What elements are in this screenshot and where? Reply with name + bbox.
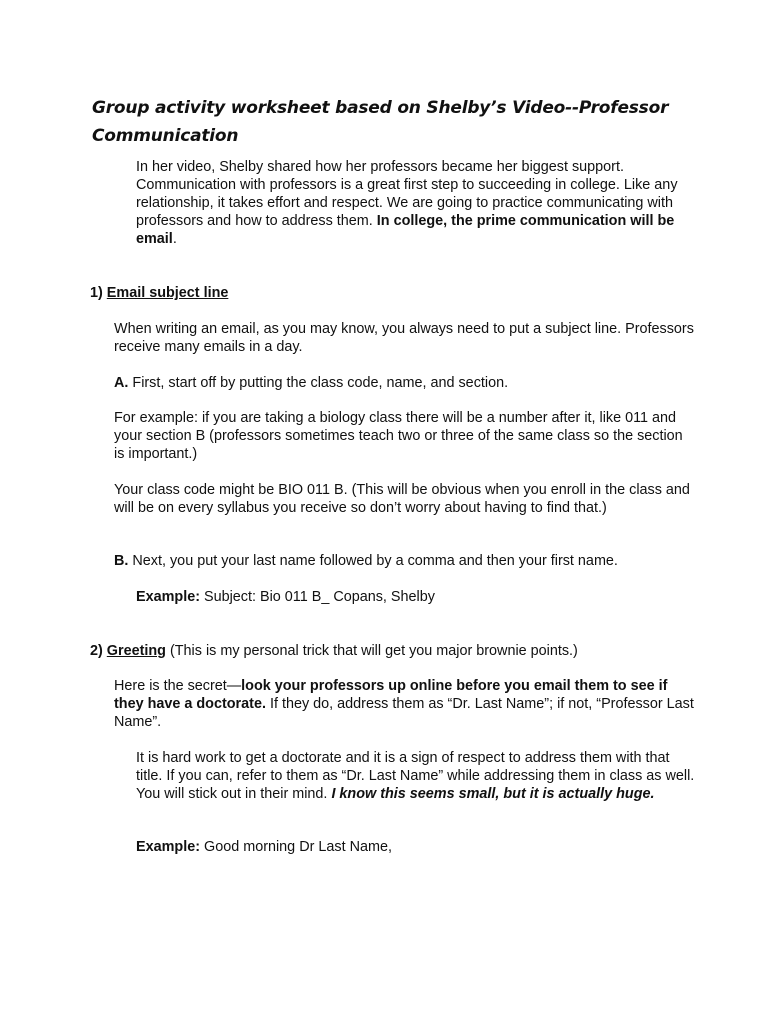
class-code-paragraph: Your class code might be BIO 011 B. (This will be obvious when you enroll in the class and will be on every syllabus you receive so don’t worry about having to find that.) <box>114 482 690 516</box>
greeting-example-paragraph <box>136 838 696 856</box>
subject-example-paragraph <box>136 588 696 606</box>
greeting-example-label: Example: <box>136 839 200 855</box>
section-1-title: Email subject line <box>106 285 229 301</box>
intro-text: In her video, Shelby shared how her professors became her biggest support. Communication with professors is a great first step to succeeding in college. Like any relationship, it takes effort and respect. We are going to practice communicating with professors and how to address them. <box>136 159 678 229</box>
section-1-intro-paragraph: When writing an email, as you may know, you always need to put a subject line. Professors receive many emails in a day. <box>114 321 694 355</box>
section-2-number: 2) <box>90 643 107 659</box>
greeting-secret-start: Here is the secret— <box>114 678 242 694</box>
doctorate-respect-emphasis: I know this seems small, but it is actually huge. <box>331 786 655 802</box>
section-2-title: Greeting <box>106 643 166 659</box>
step-a-paragraph <box>114 374 694 392</box>
page-title: Group activity worksheet based on Shelby’s Video--Professor Communication <box>92 98 669 146</box>
greeting-example-text: Good morning Dr Last Name, <box>200 839 392 855</box>
intro-paragraph <box>136 158 696 248</box>
step-a-label: A. <box>114 375 129 391</box>
step-b-label: B. <box>114 553 129 569</box>
section-2-note: (This is my personal trick that will get you major brownie points.) <box>165 643 578 659</box>
section-1-number: 1) <box>90 285 107 301</box>
intro-bold-text: In college, the prime communication will be email <box>136 213 675 247</box>
biology-example-paragraph: For example: if you are taking a biology class there will be a number after it, like 011 and your section B (professors sometimes teach two or three of the same class so the section is important.) <box>114 410 683 462</box>
intro-end: . <box>172 231 177 247</box>
doctorate-respect-text: It is hard work to get a doctorate and it is a sign of respect to address them with that title. If you can, refer to them as “Dr. Last Name” while addressing them in class as well. You will stick out in their mind. <box>136 750 695 802</box>
step-b-paragraph <box>114 552 694 570</box>
greeting-secret-paragraph <box>114 677 694 731</box>
step-a-text: First, start off by putting the class code, name, and section. <box>128 375 509 391</box>
subject-example-text: Subject: Bio 011 B_ Copans, Shelby <box>200 589 435 605</box>
step-b-text: Next, you put your last name followed by a comma and then your first name. <box>128 553 618 569</box>
section-1-heading <box>90 284 228 302</box>
greeting-secret-end: If they do, address them as “Dr. Last Name”; if not, “Professor Last Name”. <box>114 696 694 730</box>
section-2-heading <box>90 642 578 660</box>
doctorate-respect-paragraph <box>136 749 696 803</box>
subject-example-label: Example: <box>136 589 200 605</box>
greeting-secret-bold: look your professors up online before you email them to see if they have a doctorate. <box>114 678 668 712</box>
